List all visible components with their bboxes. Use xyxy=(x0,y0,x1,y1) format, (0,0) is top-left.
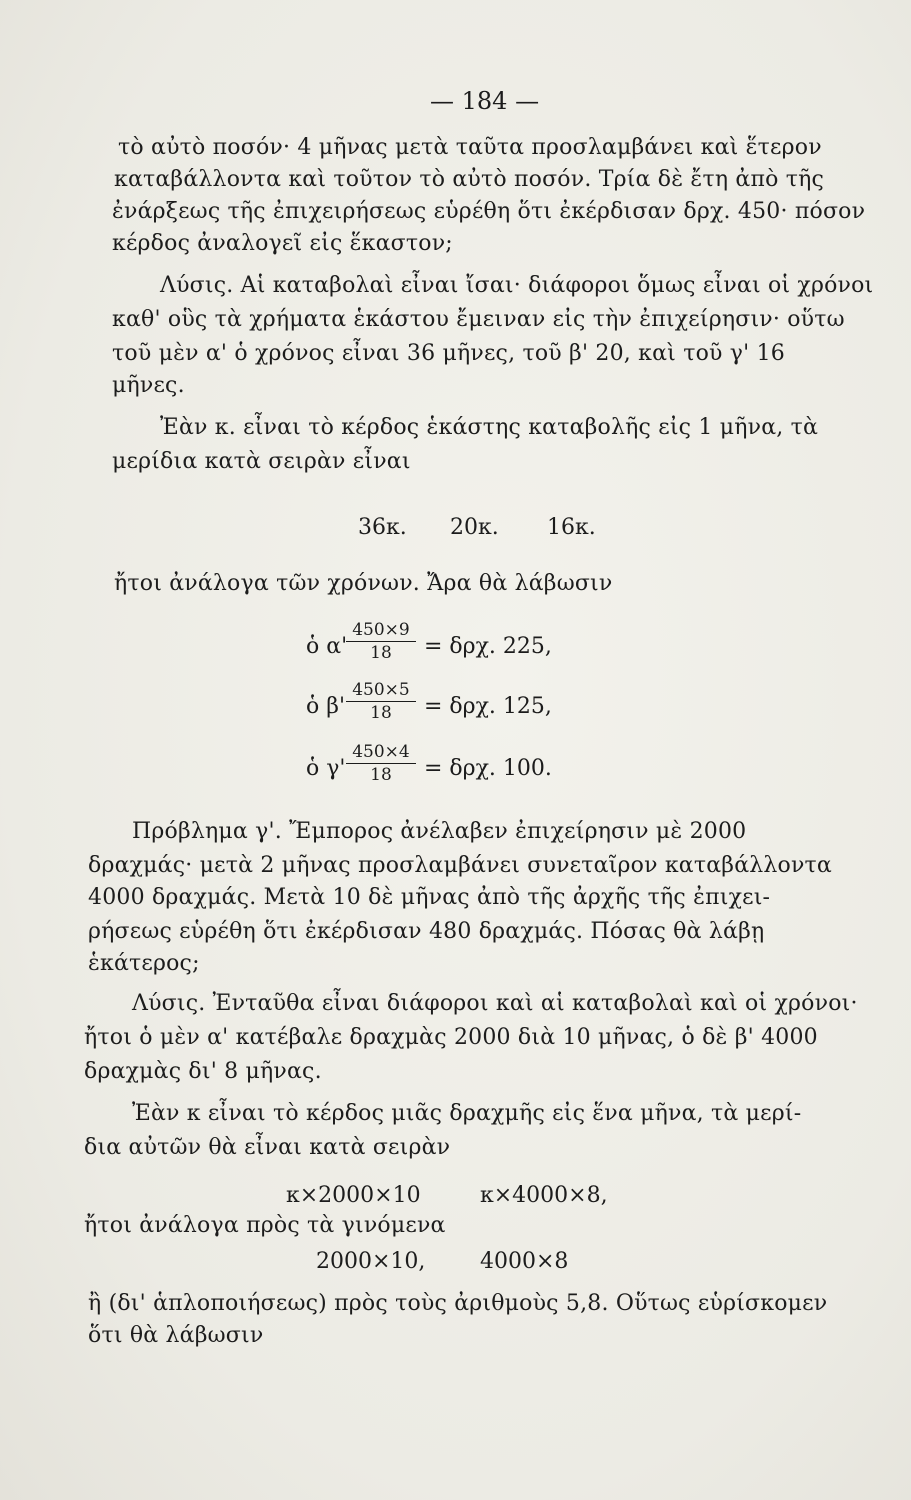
text-line: Λύσις. Ἐνταῦθα εἶναι διάφοροι καὶ αἱ καταβολαὶ καὶ οἱ χρόνοι· xyxy=(132,991,858,1016)
text-line: ἤτοι ἀνάλογα πρὸς τὰ γινόμενα xyxy=(84,1213,446,1238)
text-line: Λύσις. Αἱ καταβολαὶ εἶναι ἴσαι· διάφοροι ὅμως εἶναι οἱ χρόνοι xyxy=(160,273,874,298)
shares-value: 20κ. xyxy=(450,515,499,540)
text-line: τοῦ μὲν α' ὁ χρόνος εἶναι 36 μῆνες, τοῦ β' 20, καὶ τοῦ γ' 16 xyxy=(112,341,785,366)
text-line: μερίδια κατὰ σειρὰν εἶναι xyxy=(112,449,411,474)
shares-value: 36κ. xyxy=(358,515,407,540)
text-line: ρήσεως εὑρέθη ὅτι ἐκέρδισαν 480 δραχμάς. Πόσας θὰ λάβῃ xyxy=(88,919,765,944)
text-line: ἢ (δι' ἁπλοποιήσεως) πρὸς τοὺς ἀριθμοὺς 5,8. Οὕτως εὑρίσκομεν xyxy=(88,1291,828,1316)
text-line: δια αὐτῶν θὰ εἶναι κατὰ σειρὰν xyxy=(84,1135,451,1160)
product-expression: 2000×10, xyxy=(316,1249,426,1274)
text-line: ὅτι θὰ λάβωσιν xyxy=(88,1323,264,1348)
text-line: Πρόβλημα γ'. Ἔμπορος ἀνέλαβεν ἐπιχείρησιν μὲ 2000 xyxy=(132,819,747,844)
text-line: τὸ αὐτὸ ποσόν· 4 μῆνας μετὰ ταῦτα προσλαμβάνει καὶ ἕτερον xyxy=(118,135,822,160)
fraction-prefix: ὁ α' xyxy=(306,634,348,659)
shares-value: 16κ. xyxy=(547,515,596,540)
fraction-denominator: 18 xyxy=(370,643,392,663)
text-line: δραχμὰς δι' 8 μῆνας. xyxy=(84,1059,322,1084)
page-number: — 184 — xyxy=(430,87,540,115)
text-line: καταβάλλοντα καὶ τοῦτον τὸ αὐτὸ ποσόν. Τρία δὲ ἔτη ἀπὸ τῆς xyxy=(114,167,825,192)
fraction-prefix: ὁ γ' xyxy=(306,756,346,781)
fraction-denominator: 18 xyxy=(370,703,392,723)
fraction-numerator: 450×9 xyxy=(346,620,416,642)
fraction-result: = δρχ. 125, xyxy=(424,694,552,719)
text-line: ἤτοι ὁ μὲν α' κατέβαλε δραχμὰς 2000 διὰ 10 μῆνας, ὁ δὲ β' 4000 xyxy=(84,1025,818,1050)
fraction-denominator: 18 xyxy=(370,765,392,785)
fraction-result: = δρχ. 100. xyxy=(424,756,552,781)
fraction-numerator: 450×5 xyxy=(346,680,416,702)
text-line: 4000 δραχμάς. Μετὰ 10 δὲ μῆνας ἀπὸ τῆς ἀρχῆς τῆς ἐπιχει- xyxy=(88,885,771,910)
text-line: Ἐὰν κ. εἶναι τὸ κέρδος ἑκάστης καταβολῆς εἰς 1 μῆνα, τὰ xyxy=(160,415,819,440)
product-expression: κ×4000×8, xyxy=(480,1183,608,1208)
text-line: ἤτοι ἀνάλογα τῶν χρόνων. Ἄρα θὰ λάβωσιν xyxy=(114,571,613,596)
text-line: ἐνάρξεως τῆς ἐπιχειρήσεως εὑρέθη ὅτι ἐκέρδισαν δρχ. 450· πόσον xyxy=(112,199,866,224)
product-expression: 4000×8 xyxy=(480,1249,569,1274)
text-line: κέρδος ἀναλογεῖ εἰς ἕκαστον; xyxy=(112,231,453,256)
text-line: μῆνες. xyxy=(112,373,185,398)
text-line: δραχμάς· μετὰ 2 μῆνας προσλαμβάνει συνεταῖρον καταβάλλοντα xyxy=(88,853,832,878)
fraction-prefix: ὁ β' xyxy=(306,694,346,719)
product-expression: κ×2000×10 xyxy=(286,1183,421,1208)
fraction-numerator: 450×4 xyxy=(346,742,416,764)
text-line: καθ' οὓς τὰ χρήματα ἑκάστου ἔμειναν εἰς τὴν ἐπιχείρησιν· οὕτω xyxy=(112,307,845,332)
fraction-result: = δρχ. 225, xyxy=(424,634,552,659)
text-line: ἑκάτερος; xyxy=(88,951,200,976)
text-line: Ἐὰν κ εἶναι τὸ κέρδος μιᾶς δραχμῆς εἰς ἕνα μῆνα, τὰ μερί- xyxy=(132,1101,802,1126)
